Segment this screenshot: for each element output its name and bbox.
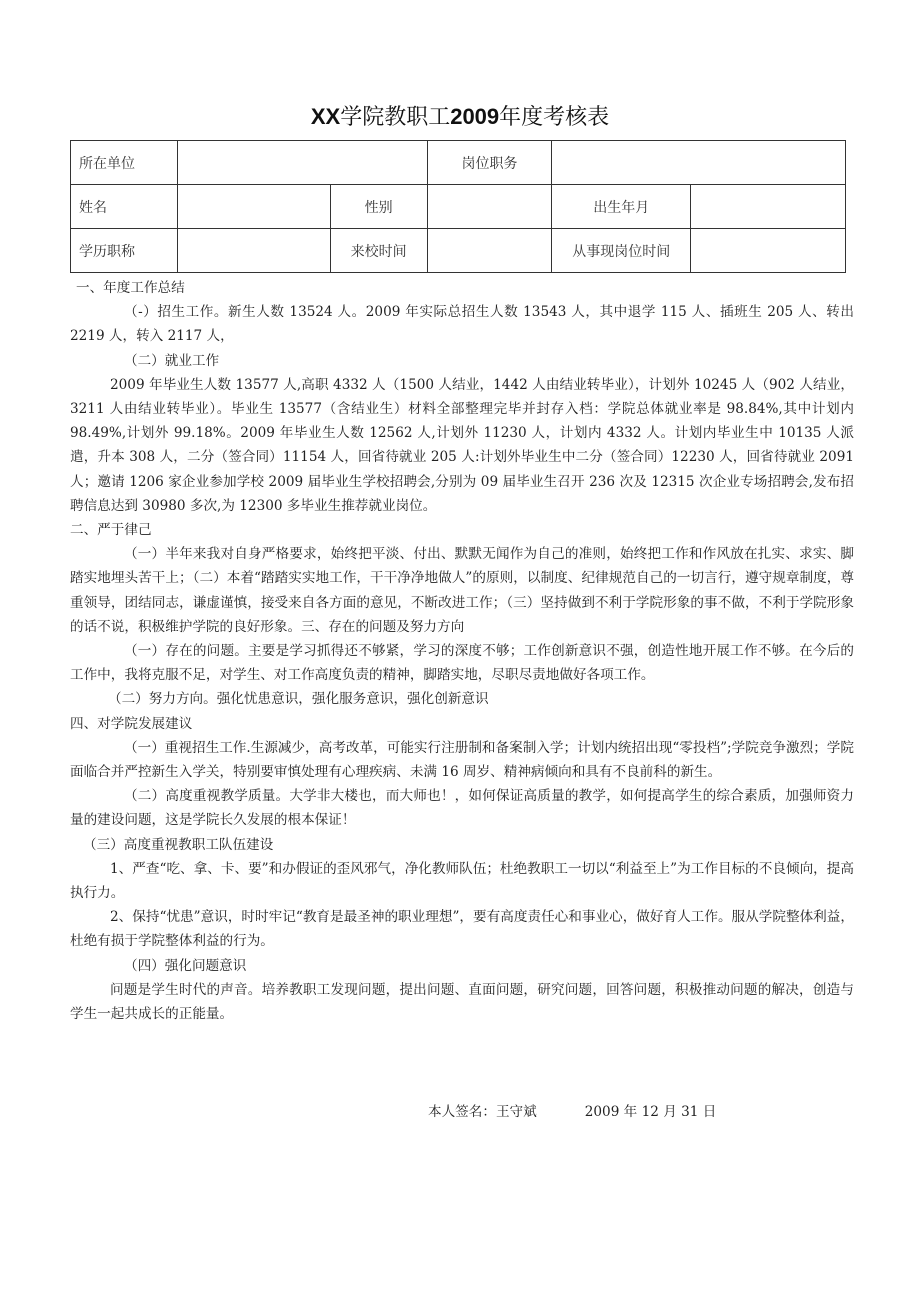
table-row [71,141,846,185]
section-heading-1: 一、年度工作总结 [76,280,185,296]
subheading-problem-awareness: （四）强化问题意识 [124,957,247,974]
label-position: 岗位职务 [427,141,552,185]
field-education[interactable] [177,229,330,273]
document-body [70,276,854,1026]
paragraph-staff-2: 2、保持“忧患”意识，时时牢记“教育是最圣神的职业理想”，要有高度责任心和事业心，做好育人工作。服从学院整体利益，杜绝有损于学院整体利益的行为。 [70,909,854,950]
field-gender[interactable] [427,185,552,229]
field-name[interactable] [177,185,330,229]
paragraph-problems: （一）存在的问题。主要是学习抓得还不够紧，学习的深度不够；工作创新意识不强，创造性地开展工作不够。在今后的工作中，我将克服不足，对学生、对工作高度负责的精神，脚踏实地，尽职尽责地做好各项工作。 [70,643,854,684]
signature-date: 2009 年 12 月 31 日 [584,1104,717,1120]
table-row [71,229,846,273]
signature-label: 本人签名：王守斌 [428,1104,537,1120]
paragraph-teaching-quality: （二）高度重视教学质量。大学非大楼也，而大师也！，如何保证高质量的教学，如何提高学生的综合素质，加强师资力量的建设问题，这是学院长久发展的根本保证！ [70,788,854,829]
field-current-post-time[interactable] [691,229,846,273]
subheading-employment: （二）就业工作 [124,352,220,369]
field-unit[interactable] [177,141,427,185]
title-mid: 学院教职工 [340,105,451,130]
section-heading-4: 四、对学院发展建议 [70,715,193,732]
signature-line [428,1100,716,1120]
label-gender: 性别 [330,185,427,229]
field-birth[interactable] [691,185,846,229]
paragraph-enrollment: （-）招生工作。新生人数 13524 人。2009 年实际总招生人数 13543 人，其中退学 115 人、插班生 205 人、转出 2219 人，转入 2117 人， [70,304,854,345]
label-current-post-time: 从事现岗位时间 [552,229,691,273]
field-join-date[interactable] [427,229,552,273]
label-join-date: 来校时间 [330,229,427,273]
section-heading-2: 二、严于律己 [70,522,152,539]
paragraph-enrollment-suggestion: （一）重视招生工作.生源减少，高考改革，可能实行注册制和备案制入学；计划内统招出现“零投档”;学院竞争激烈；学院面临合并严控新生入学关，特别要审慎处理有心理疾病、未满 16 周岁、精神病倾向和具有不良前科的新生。 [70,739,854,781]
paragraph-employment: 2009 年毕业生人数 13577 人,高职 4332 人（1500 人结业，1442 人由结业转毕业），计划外 10245 人（902 人结业，3211 人由结业转毕业）。毕业生 13577（含结业生）材料全部整理完毕并封存入档：学院总体就业率是 98.84%,其中计划内 98.49%,计划外 99.18%。2009 年毕业生人数 12562 人,计划外 11230 人，计划内 4332 人。计划内毕业生中 10135 人派遣，升本 308 人，二分（签合同）11154 人，回省待就业 205 人:计划外毕业生中二分（签合同）12230 人，回省待就业 2091 人；邀请 1206 家企业参加学校 2009 届毕业生学校招聘会,分别为 09 届毕业生召开 236 次及 12315 次企业专场招聘会,发布招聘信息达到 30980 多次,为 12300 多毕业生推荐就业岗位。 [70,376,854,514]
paragraph-self-discipline: （一）半年来我对自身严格要求，始终把平淡、付出、默默无闻作为自己的准则，始终把工作和作风放在扎实、求实、脚踏实地埋头苦干上；（二）本着“踏踏实实地工作，干干净净地做人”的原则，以制度、纪律规范自己的一切言行，遵守规章制度，尊重领导，团结同志，谦虚谨慎，接受来自各方面的意见，不断改进工作；（三）坚持做到不利于学院形象的事不做，不利于学院形象的话不说，积极维护学院的良好形象。三、存在的问题及努力方向 [70,546,854,635]
title-prefix: XX [310,104,341,129]
subheading-staff: （三）高度重视教职工队伍建设 [83,836,274,853]
paragraph-problem-awareness: 问题是学生时代的声音。培养教职工发现问题，提出问题、直面问题，研究问题，回答问题，积极推动问题的解决，创造与学生一起共成长的正能量。 [70,981,854,1023]
field-position[interactable] [552,141,846,185]
info-table [70,140,846,273]
label-unit: 所在单位 [71,141,178,185]
label-education: 学历职称 [71,229,178,273]
paragraph-direction: （二）努力方向。强化忧患意识，强化服务意识，强化创新意识 [108,691,489,708]
title-suffix: 年度考核表 [499,105,610,130]
paragraph-staff-1: 1、严查“吃、拿、卡、要”和办假证的歪风邪气，净化教师队伍；杜绝教职工一切以“利益至上”为工作目标的不良倾向，提高执行力。 [70,860,854,902]
label-birth: 出生年月 [552,185,691,229]
document-title [0,100,920,131]
label-name: 姓名 [71,185,178,229]
title-year: 2009 [450,104,500,129]
table-row [71,185,846,229]
